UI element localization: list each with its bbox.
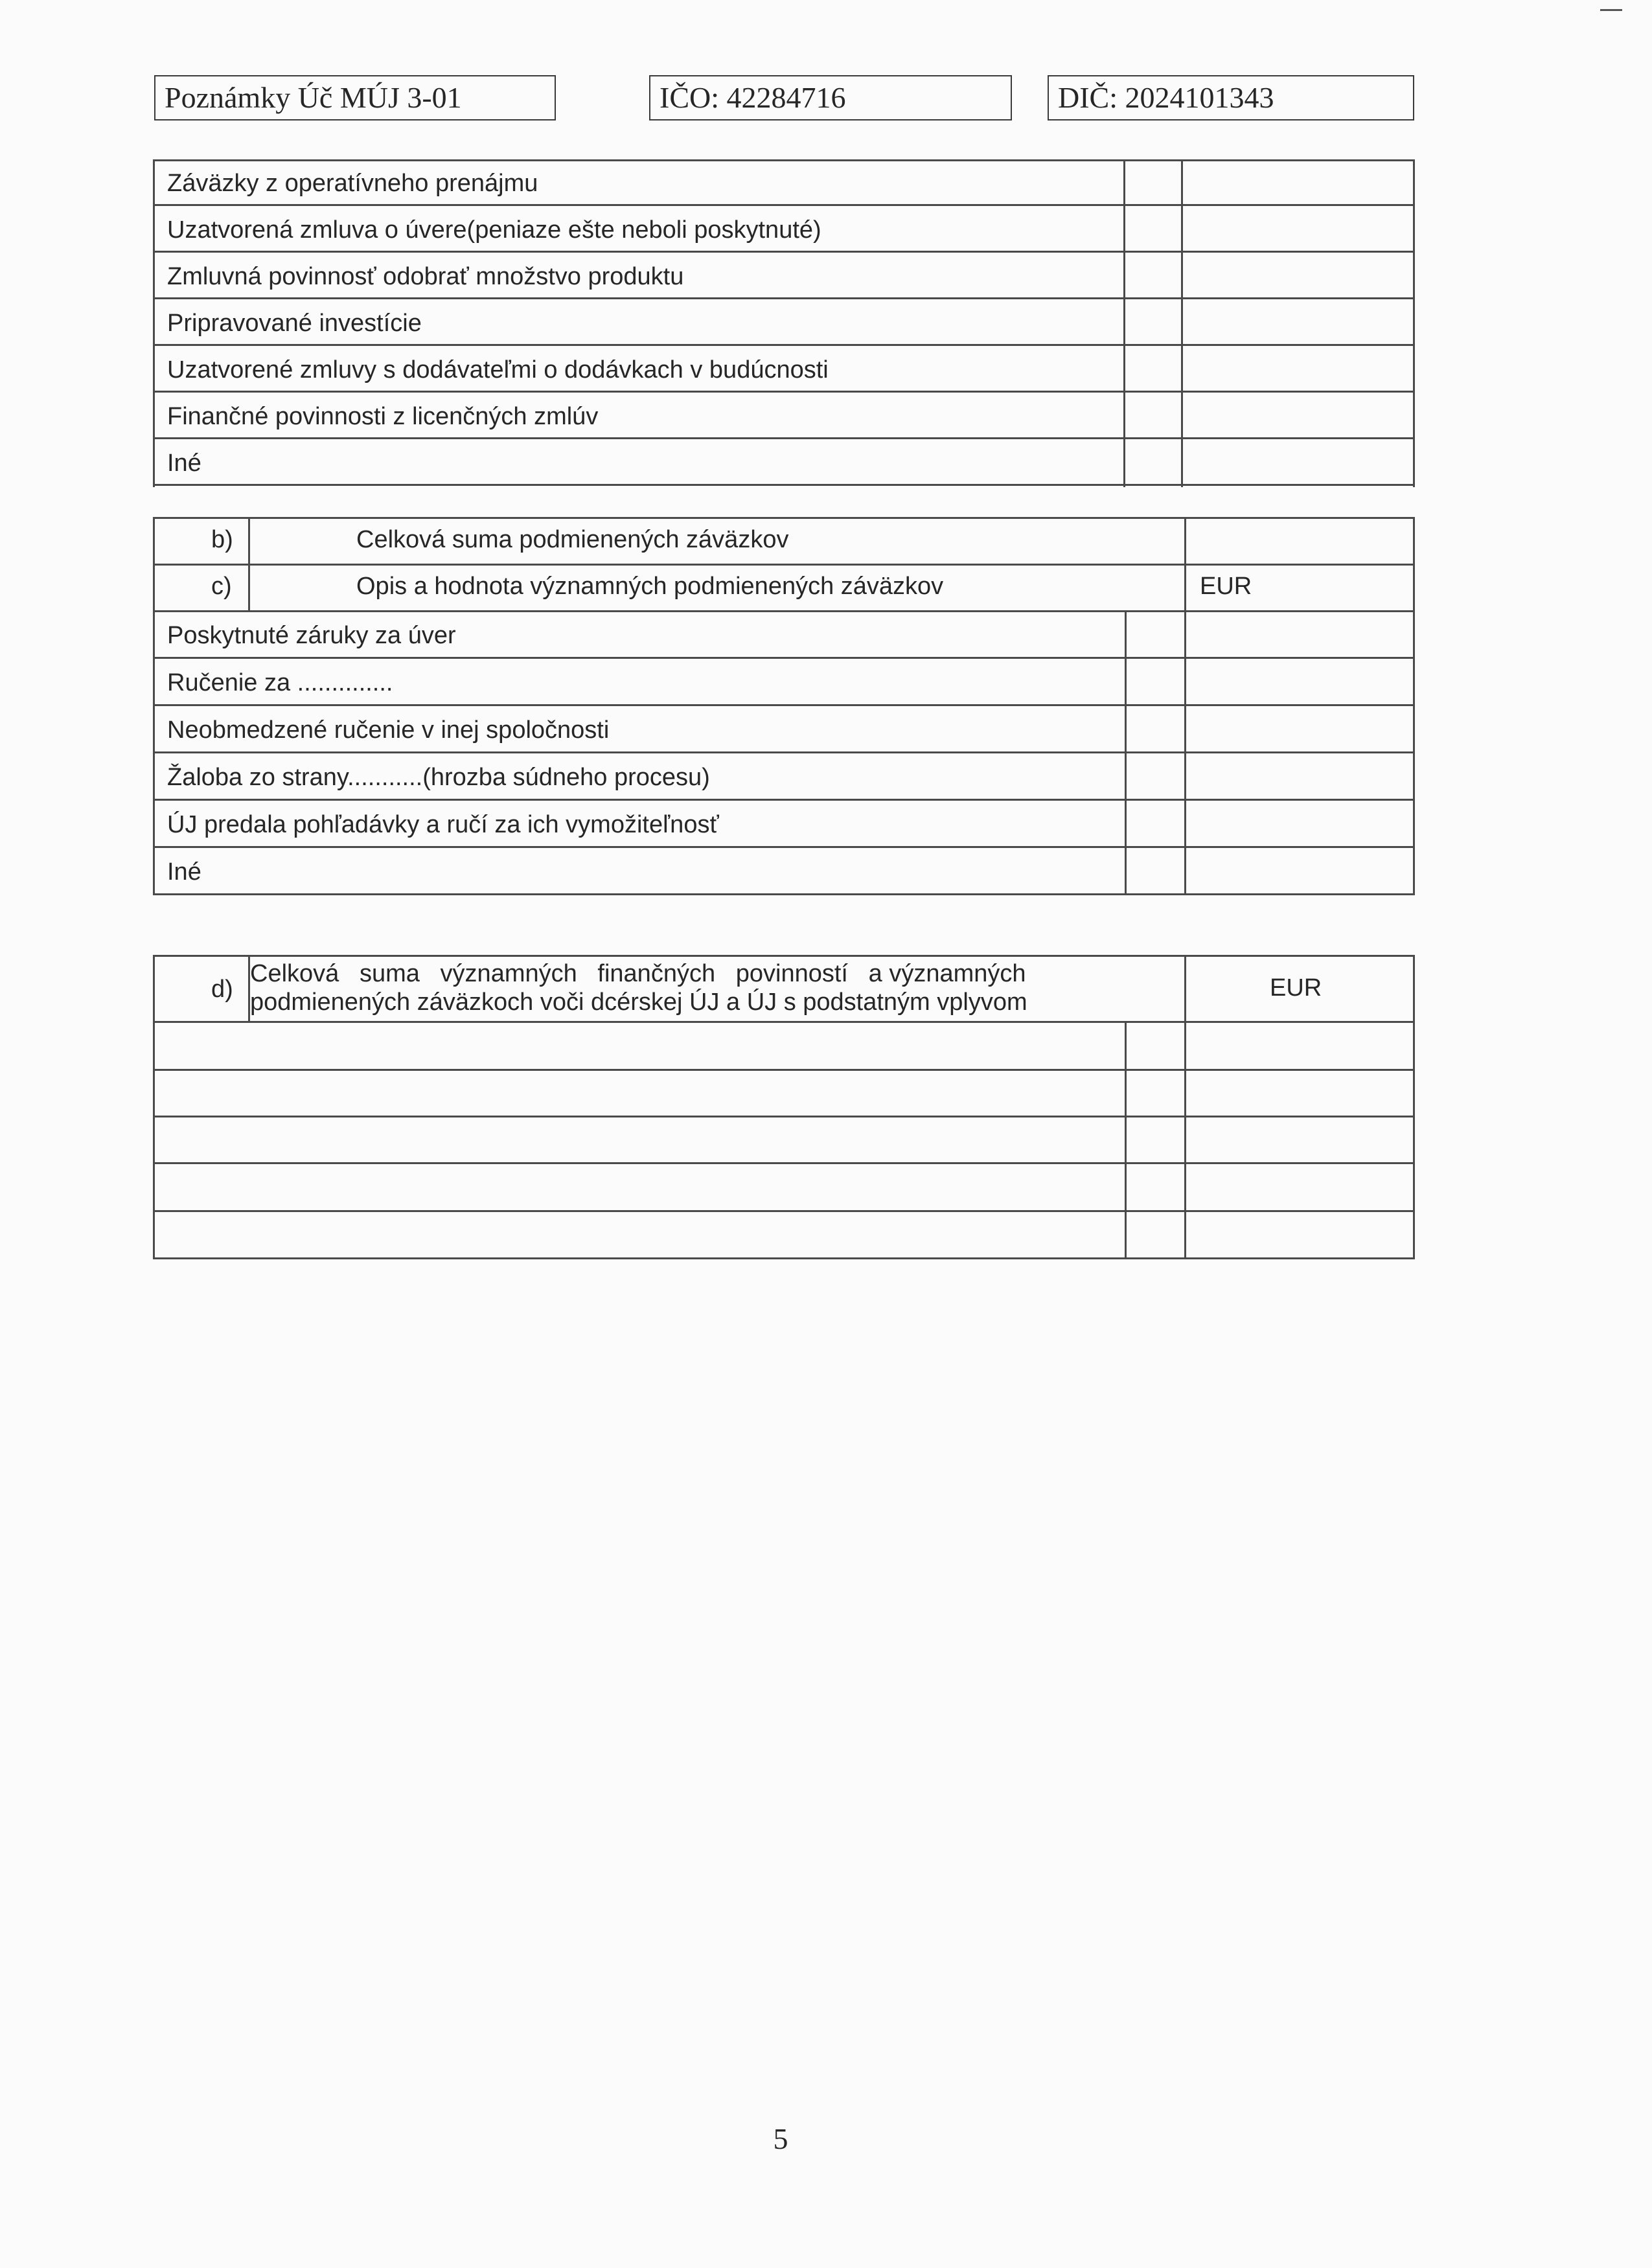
commitments-table [153,159,1415,487]
contingent-liability-row-label: Poskytnuté záruky za úver [167,622,456,649]
contingent-liabilities-table [153,517,1415,895]
contingent-liability-row-label: Žaloba zo strany...........(hrozba súdneho procesu) [167,764,710,791]
commitment-row-label: Zmluvná povinnosť odobrať množstvo produktu [167,263,684,290]
section-c-currency: EUR [1200,573,1252,600]
contingent-liability-row-label: ÚJ predala pohľadávky a ručí za ich vymožiteľnosť [167,811,719,838]
commitment-row-label: Finančné povinnosti z licenčných zmlúv [167,403,599,430]
section-d-letter: d) [211,976,233,1003]
section-d-label-line2: podmienených záväzkoch voči dcérskej ÚJ a ÚJ s podstatným vplyvom [250,989,1027,1016]
section-d-label-line1: Celková suma významných finančných povinností a významných [250,960,1026,987]
section-c-label: Opis a hodnota významných podmienených záväzkov [356,573,944,600]
page-number: 5 [773,2122,788,2155]
section-c-letter: c) [211,573,232,600]
contingent-liability-row-label: Ručenie za .............. [167,669,393,696]
notes-reference: Poznámky Úč MÚJ 3-01 [165,81,462,114]
commitment-row-label: Uzatvorená zmluva o úvere(peniaze ešte neboli poskytnuté) [167,216,821,244]
notes-reference-box [154,75,556,120]
section-d-table [153,955,1415,1259]
contingent-liability-row-label: Neobmedzené ručenie v inej spoločnosti [167,716,610,744]
section-b-label: Celková suma podmienených záväzkov [356,526,789,553]
ico-number: IČO: 42284716 [660,81,846,114]
dic-box [1048,75,1414,120]
contingent-liability-row-label: Iné [167,858,201,886]
commitment-row-label: Záväzky z operatívneho prenájmu [167,170,538,197]
section-b-letter: b) [211,526,233,553]
commitment-row-label: Iné [167,450,201,477]
scan-mark [1600,9,1622,11]
section-d-currency: EUR [1270,974,1322,1002]
ico-box [649,75,1012,120]
commitment-row-label: Uzatvorené zmluvy s dodávateľmi o dodávkach v budúcnosti [167,356,829,384]
dic-number: DIČ: 2024101343 [1058,81,1274,114]
commitment-row-label: Pripravované investície [167,310,422,337]
